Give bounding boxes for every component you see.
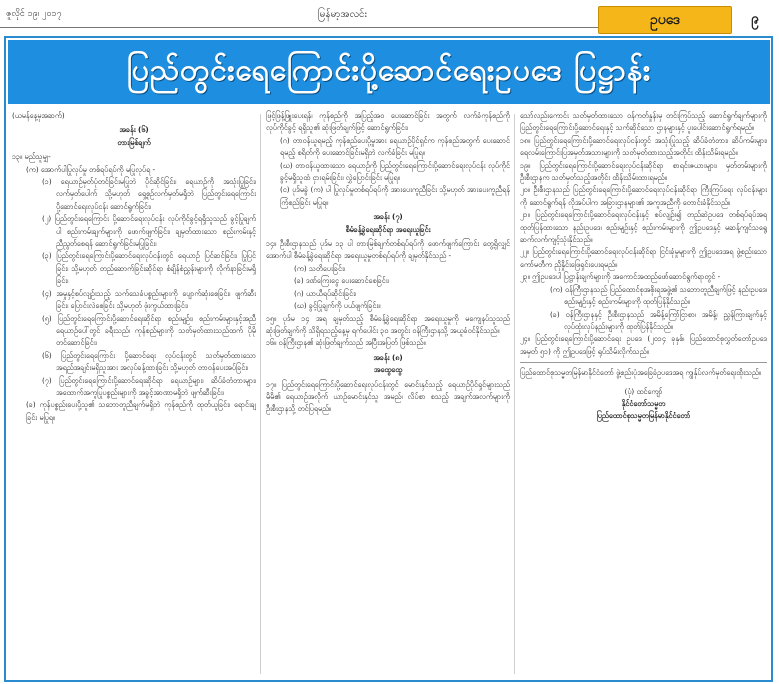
title-banner: [8, 40, 770, 104]
section-para: ၁၄။ ဦးစီးဌာနသည် ပုဒ်မ ၁၃ ပါ တားမြစ်ချက်တစ်ရပ်ရပ်ကို ဖောက်ဖျက်ကြောင်း တွေ့ရှိလျှင် အောက်ပါ စီမံခန့်ခွဲရေးဆိုင်ရာ အရေးယူမှုတစ်ရပ်ရပ်ကို ချမှတ်နိုင်သည် -: [266, 239, 510, 261]
closing-statement: ပြည်ထောင်စုသမ္မတမြန်မာနိုင်ငံတော် ဖွဲ့စည်းပုံအခြေခံဥပဒေအရ ကျွန်ုပ်လက်မှတ်ရေးထိုးသည်။: [520, 368, 762, 378]
section-para: သော်လည်းကောင်း သတ်မှတ်ထားသော ဝန်ကတ်နှုန်းမှ တင်းကြပ်သည့် ဆောင်ရွက်ချက်များကို ပြည်တွင်းရေကြောင်းပို့ဆောင်ရေးနှင့် သက်ဆိုင်သော ဌာနများနှင့် ပူးပေါင်းဆောင်ရွက်ရမည်။: [520, 111, 767, 133]
signatory-name: (ပုံ) ထင်ကျော်: [624, 386, 663, 396]
signatory-org: ပြည်ထောင်စုသမ္မတမြန်မာနိုင်ငံတော်: [596, 411, 691, 421]
column-divider: [260, 114, 261, 674]
clause-para: (ဂ) ယာယီရပ်ဆိုင်းခြင်း၊: [294, 288, 357, 298]
article-body: [12, 110, 767, 678]
section-para: ၁၈။ ပြည်တွင်းရေကြောင်းပို့ဆောင်ရေးလုပ်ငန်းတွင် အသုံးပြုသည့် ဆိပ်ခံတံတား၊ ဆိပ်ကမ်းများ၊ ရေလမ်းကြောင်းပြအမှတ်အသားများကို သတ်မှတ်ထားသည့်အတိုင်း ထိန်းသိမ်းရမည်။: [520, 135, 767, 158]
header-rule: [0, 27, 600, 28]
section-para: ၂၀။ ဦးစီးဌာနသည် ပြည်တွင်းရေကြောင်းပို့ဆောင်ရေးလုပ်ငန်းဆိုင်ရာ ကြီးကြပ်ရေး လုပ်ငန်းများကို ဆောင်ရွက်ရန် လိုအပ်ပါက အခြားဌာနများ၏ အကူအညီကို တောင်းခံနိုင်သည်။: [520, 185, 767, 207]
subclause-para: (၃) ပြည်တွင်းရေကြောင်းပို့ဆောင်ရေးလုပ်ငန်းတွင် ရေယာဉ် ပြင်ဆင်ခြင်း၊ ပြုပြင်ခြင်း၊ သို့မဟုတ် တည်ဆောက်ခြင်းဆိုင်ရာ စံချိန်စံညွှန်းများကို လိုက်နာခြင်းမရှိခြင်း၊: [42, 251, 256, 286]
column-2: [266, 110, 510, 678]
chapter-heading: အခန်း (၈): [373, 352, 403, 362]
subclause-para: (၇) ပြည်တွင်းရေကြောင်းပို့ဆောင်ရေးဆိုင်ရာ ရေယာဉ်များ၊ ဆိပ်ခံတံတားများ၊ အထောက်အကူပြုပစ္စည်းများကို အခွင့်အာဏာမရှိဘဲ ဖျက်ဆီးခြင်း၊: [42, 375, 256, 397]
clause-para: (ဃ) တာဝန်ယူထားသော ရေယာဉ်ကို ပြည်တွင်းရေကြောင်းပို့ဆောင်ရေးလုပ်ငန်း လုပ်ကိုင်ခွင့်မရှိသူထံ ငှားရမ်းခြင်း၊ လွှဲပြောင်းခြင်း မပြုရ။: [280, 160, 510, 183]
clause-para: (ခ) ကုန်ပစ္စည်းပေးပို့သူ၏ သဘောတူညီချက်မရှိဘဲ ကုန်စည်ကို ထုတ်ယူခြင်း၊ ရောင်းချခြင်း မပြုရ။: [26, 400, 256, 422]
subclause-para: (၆) ပြည်တွင်းရေကြောင်း ပို့ဆောင်ရေး လုပ်ငန်းတွင် သတ်မှတ်ထားသော အရည်အချင်းမရှိသူအား အလုပ်ခန့်ထားခြင်း သို့မဟုတ် တာဝန်ပေးအပ်ခြင်း၊: [42, 350, 256, 373]
chapter-heading: အခန်း (၇): [373, 212, 403, 222]
clause-para: (က) သတိပေးခြင်း၊: [294, 263, 345, 273]
newspaper-name: မြန်မာ့အလင်း: [318, 9, 368, 20]
section-tab: [598, 6, 732, 34]
subclause-para: (၂) ပြည်တွင်းရေကြောင်း ပို့ဆောင်ရေးလုပ်ငန်း လုပ်ကိုင်ခွင့်ရရှိသူသည် ခွင့်ပြုချက်ပါ စည်းကမ်းချက်များကို ဖောက်ဖျက်ခြင်း၊ ချမှတ်ထားသော စည်းကမ်းနှင့် ညီညွတ်စေရန် ဆောင်ရွက်ခြင်းမပြုခြင်း၊: [42, 214, 256, 249]
subclause-para: (၄) အမှုနှင့်စပ်လျဉ်းသည့် သက်သေခံပစ္စည်းများကို ပျောက်ဆုံးစေခြင်း၊ ဖျက်ဆီးခြင်း၊ ပြောင်းလဲစေခြင်း သို့မဟုတ် ဖုံးကွယ်ထားခြင်း၊: [42, 288, 256, 311]
continuation-note: (ယမန်နေ့မှအဆက်): [12, 111, 65, 120]
page-number: ၉: [751, 10, 759, 27]
article-title: ပြည်တွင်းရေကြောင်းပို့ဆောင်ရေးဥပဒေ ပြဋ္ဌာန်း: [126, 52, 652, 88]
section-para: ၁၅။ ပုဒ်မ ၁၄ အရ ချမှတ်သည့် စီမံခန့်ခွဲရေးဆိုင်ရာ အရေးယူမှုကို မကျေနပ်သူသည် ဆုံးဖြတ်ချက်ကို သိရှိရသည့်နေ့မှ ရက်ပေါင်း ၃၀ အတွင်း ဝန်ကြီးဌာနသို့ အယူခံဝင်နိုင်သည်။: [266, 313, 510, 335]
section-para: ၂၃။ ဤဥပဒေပါ ပြဋ္ဌာန်းချက်များကို အကောင်အထည်ဖော်ဆောင်ရွက်ရာတွင် -: [520, 272, 721, 282]
chapter-title: တားမြစ်ချက်: [117, 137, 151, 147]
clause-para: (ဃ) ခွင့်ပြုချက်ကို ပယ်ဖျက်ခြင်း။: [294, 301, 381, 311]
clause-para: (ဂ) တာဝန်ယူရမည့် ကုန်စည်ပေးပို့မှုအား ရေယာဉ်ပိုင်ရှင်က ကုန်စည်အတွက် ပေးဆောင်ရမည့် စရိတ်ကို ပေးဆောင်ခြင်းမရှိဘဲ လက်ခံခြင်း မပြုရ။: [280, 135, 510, 158]
chapter-title: အထွေထွေ: [373, 365, 403, 375]
clause-para: (င) ပုဒ်မခွဲ (က) ပါ ပြုလုပ်မှုတစ်ရပ်ရပ်ကို အားပေးကူညီခြင်း သို့မဟုတ် အားပေးကူညီရန် ကြံစည်ခြင်း မပြုရ။: [280, 185, 510, 207]
signatory-title: နိုင်ငံတော်သမ္မတ: [621, 398, 666, 408]
column-3: [520, 110, 767, 678]
subclause-para: (၅) ပြည်တွင်းရေကြောင်းပို့ဆောင်ရေးဆိုင်ရာ စည်းမျဉ်း၊ စည်းကမ်းများနှင့်အညီ ရေယာဉ်ပေါ်တွင် ခရီးသည်၊ ကုန်စည်များကို သတ်မှတ်ထားသည်ထက် ပိုမိုတင်ဆောင်ခြင်း၊: [42, 313, 256, 348]
subclause-para: (ခ) ဝန်ကြီးဌာနနှင့် ဦးစီးဌာနသည် အမိန့်ကြော်ငြာစာ၊ အမိန့်၊ ညွှန်ကြားချက်နှင့် လုပ်ထုံးလုပ်နည်းများကို ထုတ်ပြန်နိုင်သည်။: [550, 309, 767, 331]
section-label: ဥပဒေ: [649, 11, 681, 28]
signature-block: [520, 386, 767, 423]
column-1: [12, 110, 256, 678]
clause-para: (ခ) ဒဏ်ကြေးငွေ ပေးဆောင်စေခြင်း၊: [294, 276, 389, 286]
section-para: ၁၇။ ပြည်တွင်းရေကြောင်းပို့ဆောင်ရေးလုပ်ငန်းတွင် မောင်းနှင်သည့် ရေယာဉ်ပိုင်ရှင်များသည် မိမိ၏ ရေယာဉ်အလိုက် ယာဉ်မောင်းနှင်သူ အမည်၊ လိပ်စာ စသည့် အချက်အလက်များကို ဦးစီးဌာနသို့ တင်ပြရမည်။: [266, 379, 510, 414]
clause-para: (က) အောက်ပါပြုလုပ်မှု တစ်ရပ်ရပ်ကို မပြုလုပ်ရ -: [26, 164, 156, 174]
section-para: ဖြင့်ဖြန့်ဖြူးပေးရန်၊ ကုန်စည်ကို အပြည့်အဝ ပေးဆောင်ခြင်း အတွက် လက်ခံကုန်စည်ကို လုပ်ကိုင်ခွင့် ရရှိသူ၏ ဆုံးဖြတ်ချက်ဖြင့် ဆောင်ရွက်ခြင်း၊: [266, 111, 510, 133]
subclause-para: (၁) ရေယာဉ်မှတ်ပုံတင်ခြင်းမပြုဘဲ ပိုင်ဆိုင်ခြင်း၊ ရေယာဉ်ကို အသုံးပြုခြင်း၊ လက်မှတ်ပေါက် သို့မဟုတ် ရှေ့စုဉ်လက်မှတ်မရှိဘဲ ပြည်တွင်းရေကြောင်းပို့ဆောင်ရေးလုပ်ငန်း ဆောင်ရွက်ခြင်း၊: [42, 177, 256, 211]
column-divider: [514, 114, 515, 674]
chapter-heading: အခန်း (၆): [119, 125, 149, 135]
subclause-para: (က) ဝန်ကြီးဌာနသည် ပြည်ထောင်စုအစိုးရအဖွဲ့၏ သဘောတူညီချက်ဖြင့် နည်းဥပဒေ၊ စည်းမျဉ်းနှင့် စည်းကမ်းများကို ထုတ်ပြန်နိုင်သည်။: [550, 284, 767, 307]
section-para: ၂၄။ ပြည်တွင်းရေကြောင်းပို့ဆောင်ရေး ဥပဒေ (၂၀၁၄ ခုနှစ်၊ ပြည်ထောင်စုလွှတ်တော်ဥပဒေအမှတ် ၅၁) ကို ဤဥပဒေဖြင့် ရုပ်သိမ်းလိုက်သည်။: [520, 334, 767, 356]
section-para: ၁၆။ ဝန်ကြီးဌာန၏ ဆုံးဖြတ်ချက်သည် အပြီးအပြတ် ဖြစ်သည်။: [266, 338, 426, 348]
section-para: ၁၃။ မည်သူမျှ-: [12, 152, 51, 162]
closing-rule: [520, 362, 767, 363]
chapter-title: စီမံခန့်ခွဲရေးဆိုင်ရာ အရေးယူခြင်း: [345, 224, 431, 234]
section-para: ၂၂။ ပြည်တွင်းရေကြောင်းပို့ဆောင်ရေးလုပ်ငန်းဆိုင်ရာ ငြင်းခုံမှုများကို ဤဥပဒေအရ ဖွဲ့စည်းသော ကော်မတီက ညှိနှိုင်းဖြေရှင်းပေးရမည်။: [520, 247, 767, 269]
section-para: ၁၉။ ပြည်တွင်းရေကြောင်းပို့ဆောင်ရေးလုပ်ငန်းဆိုင်ရာ စာရင်းဇယားများ၊ မှတ်တမ်းများကို ဦးစီးဌာနက သတ်မှတ်သည့်အတိုင်း ထိန်းသိမ်းထားရမည်။: [520, 160, 767, 183]
issue-date: ဇူလိုင် ၁၉၊ ၂၀၁၇: [6, 9, 62, 19]
section-para: ၂၁။ ပြည်တွင်းရေကြောင်းပို့ဆောင်ရေးလုပ်ငန်းနှင့် စပ်လျဉ်း၍ တည်ဆဲဥပဒေ တစ်ရပ်ရပ်အရ ထုတ်ပြန်ထားသော နည်းဥပဒေ၊ စည်းမျဉ်းနှင့် စည်းကမ်းများကို ဤဥပဒေနှင့် မဆန့်ကျင်သရွေ့ ဆက်လက်ကျင့်သုံးနိုင်သည်။: [520, 210, 767, 245]
